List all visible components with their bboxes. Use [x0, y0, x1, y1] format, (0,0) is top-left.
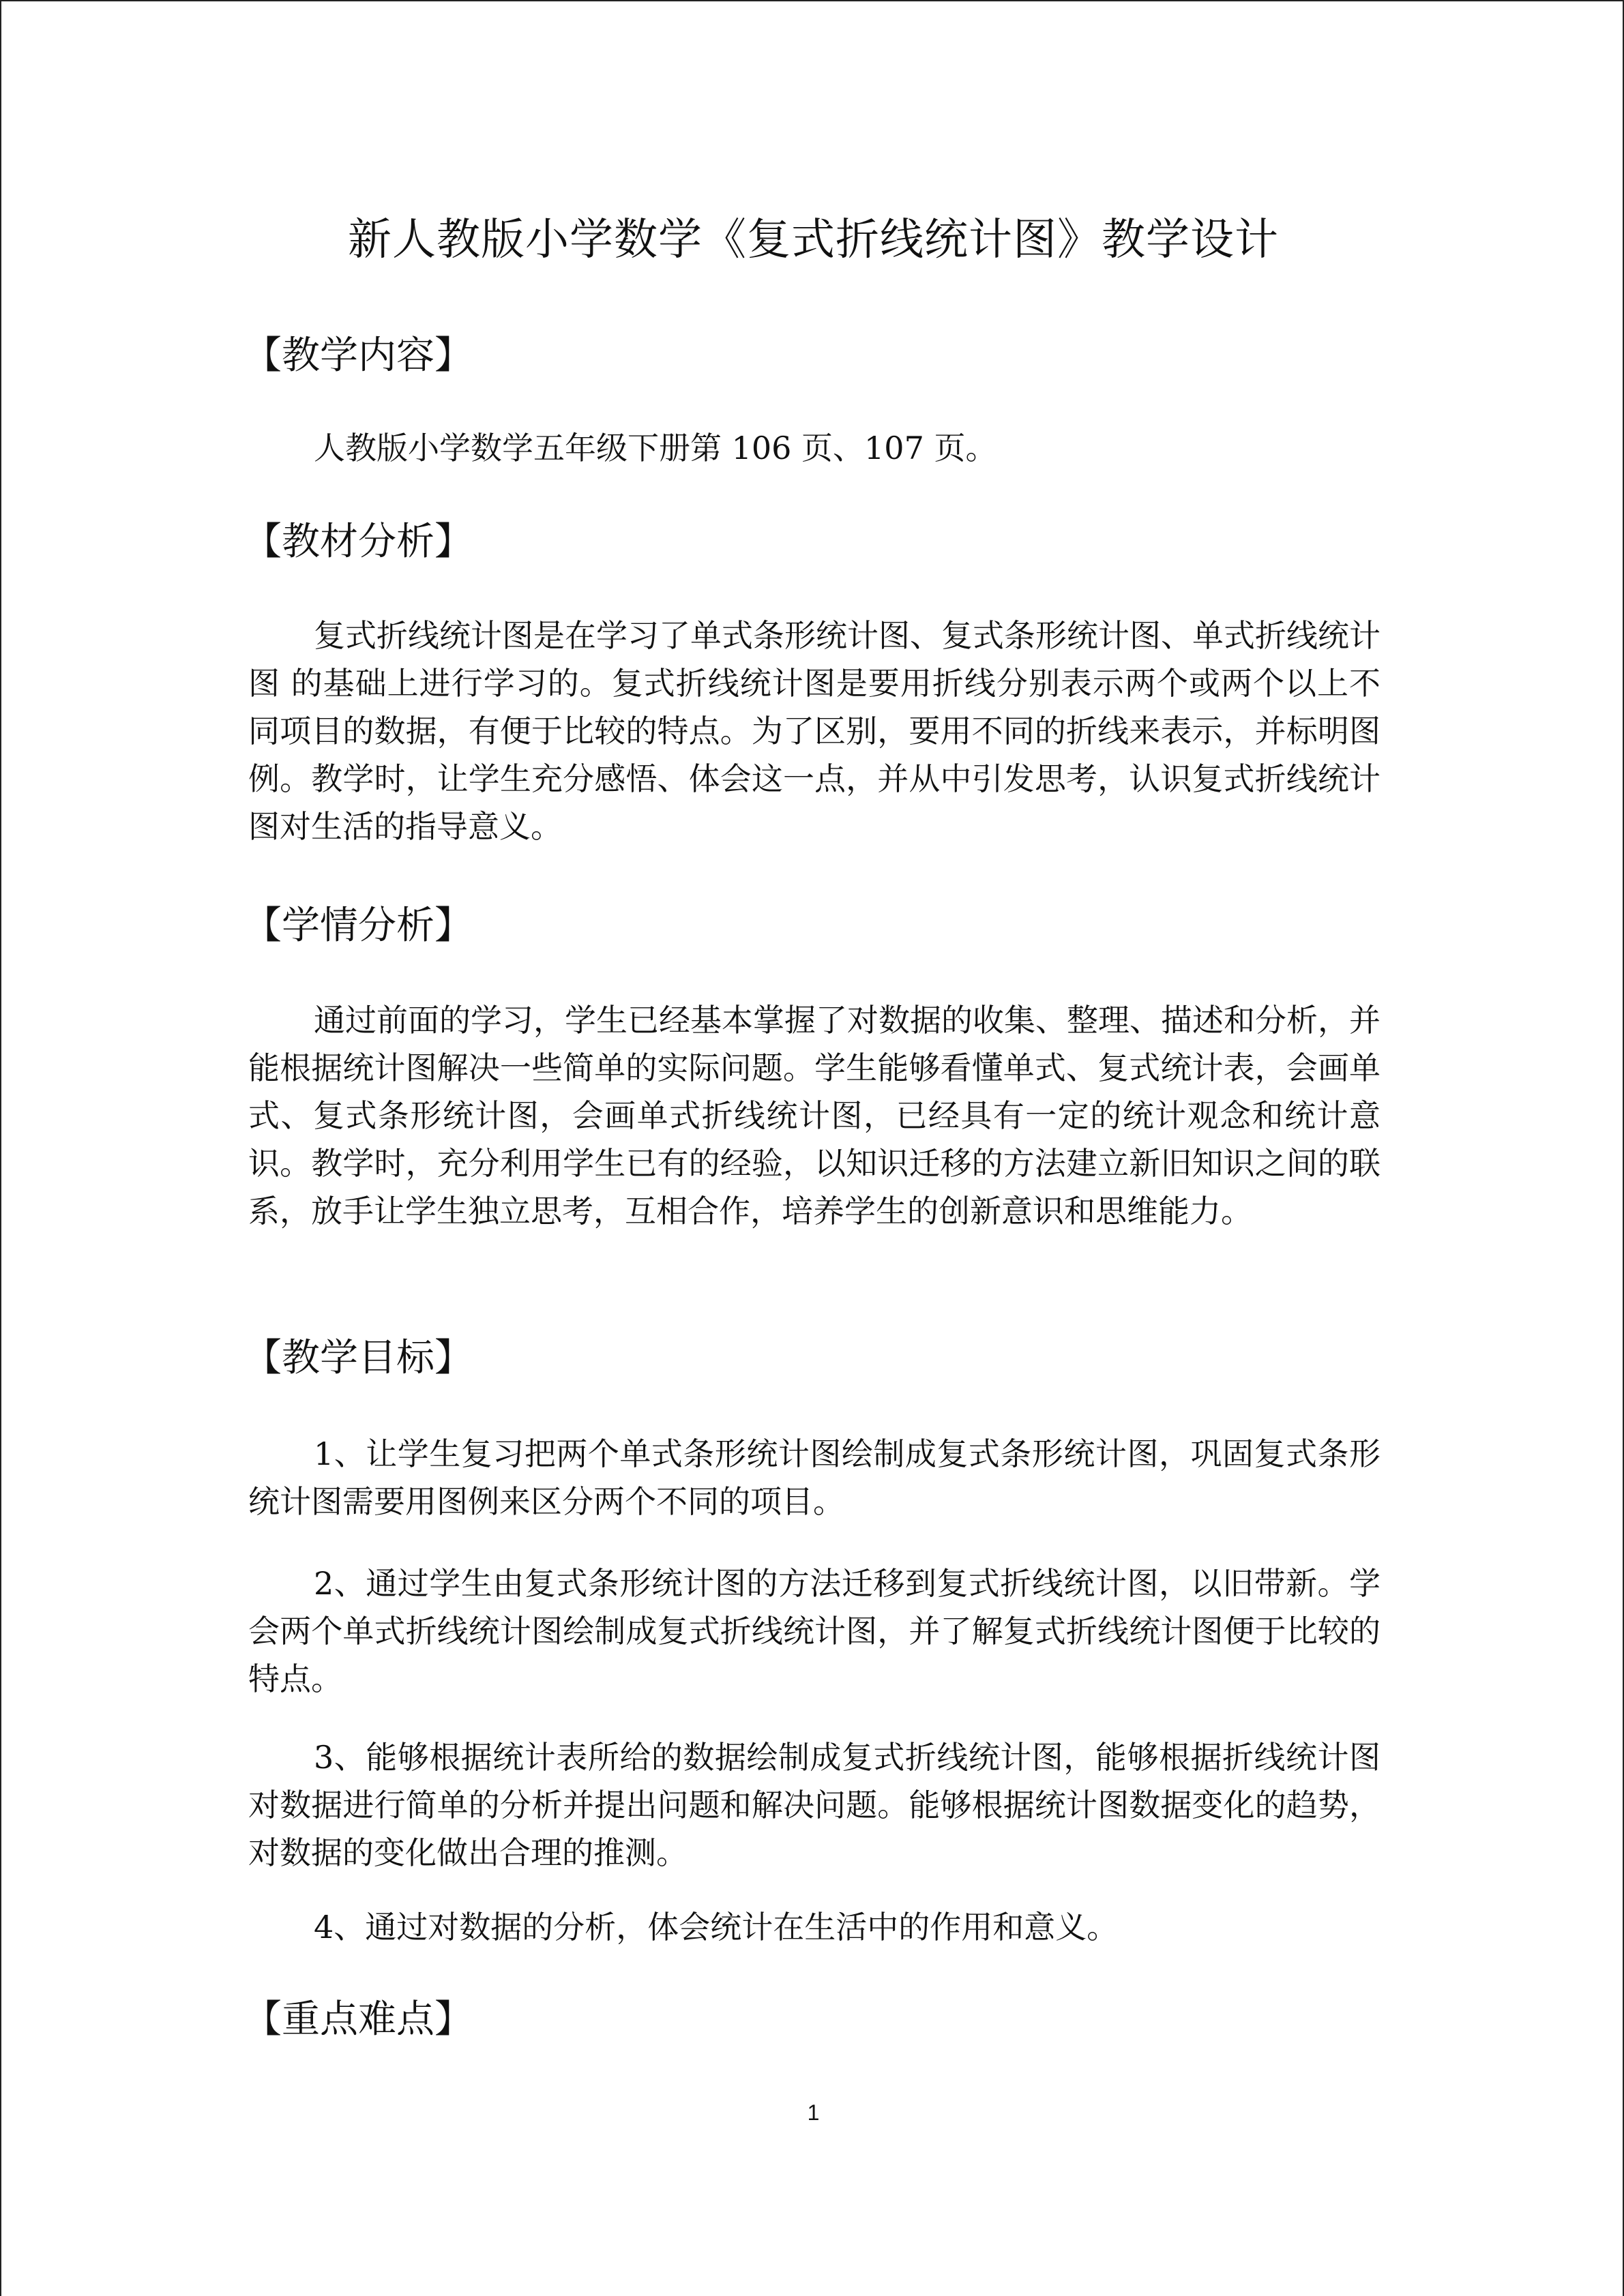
page-number: 1 — [807, 2100, 820, 2125]
section-heading-student-analysis: 【学情分析】 — [243, 904, 473, 948]
document-title: 新人教版小学数学《复式折线统计图》教学设计 — [348, 215, 1279, 265]
section-paragraph: 复式折线统计图是在学习了单式条形统计图、复式条形统计图、单式折线统计图 的基础上进行学习的。复式折线统计图是要用折线分别表示两个或两个以上不同项目的数据，有便于比较的特点。为了区别，要用不同的折线来表示，并标明图例。教学时，让学生充分感悟、体会这一点，并从中引发思考，认识复式折线统计图对生活的指导意义。 — [248, 617, 1381, 845]
section-heading-teaching-objectives: 【教学目标】 — [243, 1336, 473, 1380]
objective-item-1: 1、让学生复习把两个单式条形统计图绘制成复式条形统计图，巩固复式条形统计图需要用图例来区分两个不同的项目。 — [248, 1435, 1381, 1520]
section-paragraph: 通过前面的学习，学生已经基本掌握了对数据的收集、整理、描述和分析，并能根据统计图解决一些简单的实际问题。学生能够看懂单式、复式统计表，会画单式、复式条形统计图，会画单式折线统计图，已经具有一定的统计观念和统计意识。教学时，充分利用学生已有的经验，以知识迁移的方法建立新旧知识之间的联系，放手让学生独立思考，互相合作，培养学生的创新意识和思维能力。 — [248, 1002, 1381, 1229]
objective-item-4: 4、通过对数据的分析，体会统计在生活中的作用和意义。 — [314, 1909, 1119, 1945]
section-heading-key-points: 【重点难点】 — [243, 1997, 473, 2042]
objective-item-3: 3、能够根据统计表所给的数据绘制成复式折线统计图，能够根据折线统计图对数据进行简单的分析并提出问题和解决问题。能够根据统计图数据变化的趋势，对数据的变化做出合理的推测。 — [248, 1739, 1381, 1871]
objective-item-2: 2、通过学生由复式条形统计图的方法迁移到复式折线统计图，以旧带新。学会两个单式折线统计图绘制成复式折线统计图，并了解复式折线统计图便于比较的特点。 — [248, 1565, 1381, 1697]
section-heading-teaching-content: 【教学内容】 — [243, 333, 473, 378]
section-paragraph: 人教版小学数学五年级下册第 106 页、107 页。 — [314, 430, 997, 466]
section-heading-material-analysis: 【教材分析】 — [243, 520, 473, 564]
